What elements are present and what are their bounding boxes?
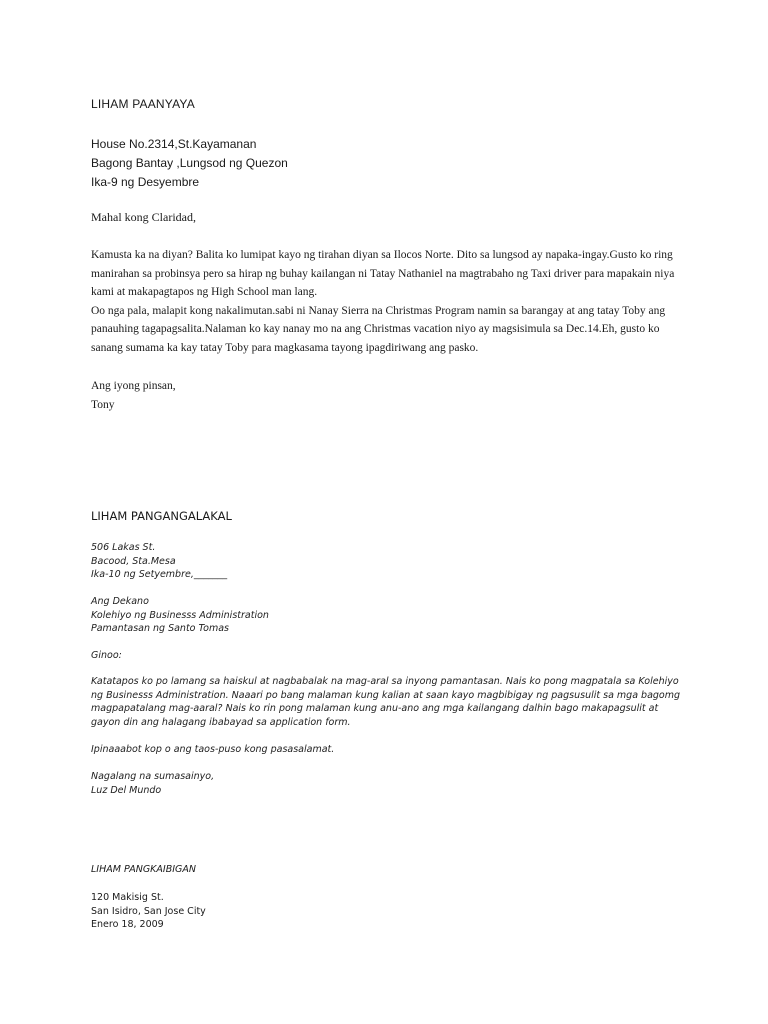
letter1-address <box>91 135 288 192</box>
letter2-body-line: ng Businesss Administration. Naaari po bang malaman kung kalian at saan kayo magbibigay ng pagsusulit sa mga bagomg <box>91 689 681 701</box>
letter1-body-line: Oo nga pala, malapit kong nakalimutan.sabi ni Nanay Sierra na Christmas Program namin sa barangay at ang tatay Toby ang <box>91 304 666 317</box>
letter2-address-line: Bacood, Sta.Mesa <box>91 555 176 567</box>
letter3-address-line: San Isidro, San Jose City <box>91 905 206 917</box>
letter2-complimentary-close: Nagalang na sumasainyo, <box>91 771 215 782</box>
letter2-recipient-line: Pamantasan ng Santo Tomas <box>91 623 229 635</box>
letter2-body <box>91 675 691 729</box>
letter2-recipient-line: Ang Dekano <box>91 596 149 607</box>
letter2-closing <box>91 770 214 797</box>
letter2-greeting: Ginoo: <box>91 650 122 661</box>
letter1-greeting: Mahal kong Claridad, <box>91 210 196 224</box>
letter2-thanks: Ipinaaabot kop o ang taos-puso kong pasasalamat. <box>91 744 335 755</box>
letter2-address <box>91 541 227 582</box>
letter1-date: Ika-9 ng Desyembre <box>91 175 200 189</box>
letter1-address-line: Bagong Bantay ,Lungsod ng Quezon <box>91 156 288 170</box>
letter3-title: LIHAM PANGKAIBIGAN <box>91 864 196 875</box>
letter2-address-line: 506 Lakas St. <box>91 542 156 553</box>
letter1-signature: Tony <box>91 398 115 411</box>
letter2-title: LIHAM PANGANGALAKAL <box>91 509 232 523</box>
letter3-address-line: 120 Makisig St. <box>91 892 164 903</box>
letter2-body-line: Katatapos ko po lamang sa haiskul at nagbabalak na mag-aral sa inyong pamantasan. Nais ko pong magpatala sa Kolehiyo <box>91 676 679 687</box>
letter1-address-line: House No.2314,St.Kayamanan <box>91 137 257 151</box>
letter1-title: LIHAM PAANYAYA <box>91 97 195 111</box>
letter1-closing <box>91 377 176 414</box>
letter1-body-line: Kamusta ka na diyan? Balita ko lumipat kayo ng tirahan diyan sa Ilocos Norte. Dito sa lungsod ay napaka-ingay.Gusto ko ring <box>91 249 673 261</box>
letter1-body-line: kami at makapagtapos ng High School man lang. <box>91 286 318 299</box>
letter1-body-line: panauhing tagapagsalita.Nalaman ko kay nanay mo na ang Christmas vacation niyo ay magsisimula sa Dec.14.Eh, gusto ko <box>91 323 660 336</box>
letter1-body-line: manirahan sa probinsya pero sa hirap ng buhay kailangan ni Tatay Nathaniel na magtrabaho ng Taxi driver para mapakain niya <box>91 267 675 280</box>
letter2-recipient <box>91 595 269 636</box>
letter2-body-line: magpapatalang mag-aaral? Nais ko rin pong malaman kung anu-ano ang mga kailangang dalhin bago makapagsulit at <box>91 703 659 715</box>
letter2-recipient-line: Kolehiyo ng Businesss Administration <box>91 609 269 621</box>
letter1-body <box>91 246 691 358</box>
letter2-date: Ika-10 ng Setyembre,_______ <box>91 569 228 581</box>
letter1-complimentary-close: Ang iyong pinsan, <box>91 380 176 392</box>
letter2-body-line: gayon din ang halagang ibabayad sa application form. <box>91 716 351 728</box>
letter1-body-line: sanang sumama ka kay tatay Toby para magkasama tayong ipagdiriwang ang pasko. <box>91 341 479 354</box>
letter2-signature: Luz Del Mundo <box>91 784 162 796</box>
letter3-date: Enero 18, 2009 <box>91 919 164 931</box>
letter3-address <box>91 891 206 932</box>
